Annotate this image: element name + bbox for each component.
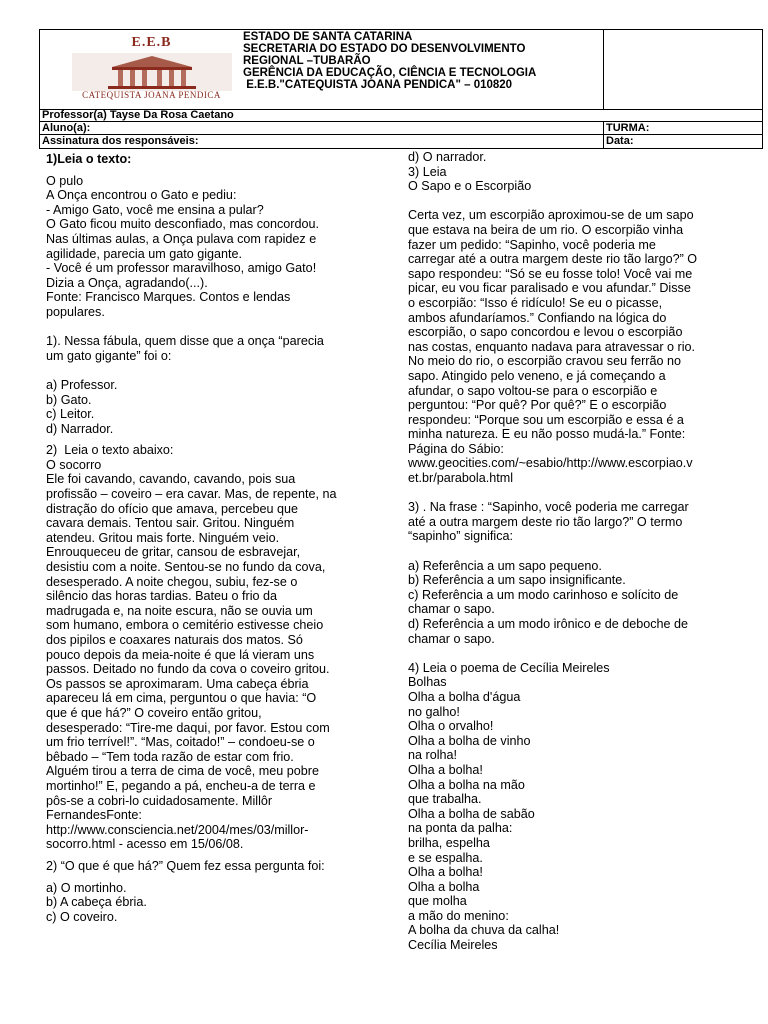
class-label: TURMA: <box>606 122 650 134</box>
teacher-label: Professor(a) Tayse Da Rosa Caetano <box>42 109 234 121</box>
text-line: Olha a bolha na mão <box>408 777 525 792</box>
text-line: O socorro <box>46 457 102 472</box>
text-line: Olha a bolha! <box>408 762 483 777</box>
text-line: Fonte: Francisco Marques. Contos e lendas <box>46 290 291 305</box>
text-line: bêbado – “Tem toda razão de estar com frio. <box>46 749 294 764</box>
header-top-section <box>40 30 762 110</box>
text-line: minha natureza. E eu não posso mudá-la.” Fonte: <box>408 427 686 442</box>
text-line: chamar o sapo. <box>408 631 495 646</box>
text-line: mortinho!” E, pegando a pá, encheu-a de terra e <box>46 778 316 793</box>
text-line: “sapinho” significa: <box>408 529 513 544</box>
institution-line: E.E.B."CATEQUISTA JOANA PENDICA" – 010820 <box>243 79 513 91</box>
text-line: sapo. Atingido pelo veneno, e já começando a <box>408 368 666 383</box>
institution-line: ESTADO DE SANTA CATARINA <box>243 31 413 43</box>
text-line: afundar, o sapo voltou-se para o escorpião e <box>408 383 658 398</box>
text-line: o escorpião: “Isso é ridículo! Se eu o picasse, <box>408 295 663 310</box>
text-line: desistiu com a noite. Sentou-se no fundo da cova, <box>46 560 326 575</box>
text-line: fazer um pedido: “Sapinho, você poderia me <box>408 237 656 252</box>
text-line: um gato gigante” foi o: <box>46 348 172 363</box>
school-header <box>39 29 763 149</box>
text-line: a) Referência a um sapo pequeno. <box>408 558 602 573</box>
text-line: Olha a bolha de sabão <box>408 806 535 821</box>
text-line: que estava na beira de um rio. O escorpião vinha <box>408 222 684 237</box>
text-line: Olha a bolha! <box>408 865 483 880</box>
text-line: a) Professor. <box>46 377 118 392</box>
text-line: c) O coveiro. <box>46 909 118 924</box>
text-line: Bolhas <box>408 675 447 690</box>
text-line: passos. Deitado no fundo da cova o coveiro gritou. <box>46 662 330 677</box>
text-line: Olha a bolha de vinho <box>408 733 531 748</box>
logo-abbreviation: E.E.B <box>131 35 172 50</box>
text-line: 4) Leia o poema de Cecília Meireles <box>408 660 610 675</box>
text-line: Olha o orvalho! <box>408 719 494 734</box>
text-line: pôs-se a cobri-lo cuidadosamente. Millôr <box>46 793 273 808</box>
text-line: que trabalha. <box>408 792 482 807</box>
signature-row <box>40 135 762 148</box>
logo-school-name: CATEQUISTA JOANA PENDICA <box>82 90 221 100</box>
text-line: atendeu. Gritou mais forte. Ninguém veio. <box>46 530 280 545</box>
text-line: et.br/parabola.html <box>408 471 514 486</box>
text-line: socorro.html - acesso em 15/06/08. <box>46 837 244 852</box>
text-line: http://www.consciencia.net/2004/mes/03/millor- <box>46 822 309 837</box>
text-line: e se espalha. <box>408 850 483 865</box>
text-line: distração do ofício que amava, percebeu que <box>46 501 299 516</box>
text-line: a mão do menino: <box>408 908 509 923</box>
text-line: picar, eu vou ficar paralisado e vou afundar.” Disse <box>408 281 691 296</box>
text-line: populares. <box>46 304 105 319</box>
text-line: www.geocities.com/~esabio/http://www.escorpiao.v <box>408 456 693 471</box>
text-line: 3) . Na frase : “Sapinho, você poderia me carregar <box>408 500 689 515</box>
text-line: ambos afundaríamos.” Confiando na lógica do <box>408 310 667 325</box>
student-row <box>40 122 762 135</box>
text-line: Página do Sábio: <box>408 441 504 456</box>
text-line: respondeu: “Porque sou um escorpião e essa é a <box>408 412 684 427</box>
left-column <box>46 152 376 924</box>
text-line: escorpião, o sapo concordou e levou o escorpião <box>408 325 683 340</box>
text-line: perguntou: “Por quê? Por quê?” E o escorpião <box>408 398 667 413</box>
text-line: O Gato ficou muito desconfiado, mas concordou. <box>46 217 320 232</box>
text-line: agilidade, parecia um gato gigante. <box>46 246 243 261</box>
text-line: d) O narrador. <box>408 150 487 164</box>
teacher-row <box>40 109 762 122</box>
student-label: Aluno(a): <box>42 122 91 134</box>
text-line: Enrouqueceu de gritar, cansou de esbravejar, <box>46 545 301 560</box>
text-line: nas costas, enquanto nadava para atravessar o rio. <box>408 339 696 354</box>
text-line: 1)Leia o texto: <box>46 152 132 166</box>
text-line: chamar o sapo. <box>408 602 495 617</box>
text-line: 2) “O que é que há?” Quem fez essa pergunta foi: <box>46 858 325 873</box>
right-column <box>408 150 718 953</box>
text-line: desesperado. A noite chegou, subiu, fez-se o <box>46 574 298 589</box>
school-logo <box>66 33 237 105</box>
text-line: cavara demais. Tentou sair. Gritou. Ninguém <box>46 516 295 531</box>
text-line: Alguém tirou a terra de cima de você, meu pobre <box>46 764 320 779</box>
text-line: A bolha da chuva da calha! <box>408 923 560 938</box>
text-line: Nas últimas aulas, a Onça pulava com rapidez e <box>46 231 317 246</box>
text-line: que molha <box>408 894 467 909</box>
text-line: Olha a bolha d'água <box>408 689 521 704</box>
text-line: um frio terrível!”. “Mas, coitado!” – condoeu-se o <box>46 735 315 750</box>
text-line: - Amigo Gato, você me ensina a pular? <box>46 202 264 217</box>
text-line: O Sapo e o Escorpião <box>408 179 532 194</box>
text-line: Olha a bolha <box>408 879 480 894</box>
text-line: Certa vez, um escorpião aproximou-se de um sapo <box>408 208 694 223</box>
text-line: carregar até a outra margem deste rio tão largo?” O <box>408 252 698 267</box>
text-line: c) Referência a um modo carinhoso e solícito de <box>408 587 679 602</box>
text-line: 2) Leia o texto abaixo: <box>46 443 174 458</box>
text-line: Ele foi cavando, cavando, cavando, pois sua <box>46 472 296 487</box>
school-building-icon <box>66 53 237 91</box>
text-line: na rolha! <box>408 748 458 763</box>
text-line: desesperado: “Tire-me daqui, por favor. Estou com <box>46 720 330 735</box>
text-line: no galho! <box>408 704 460 719</box>
text-line: a) O mortinho. <box>46 880 127 895</box>
text-line: b) Gato. <box>46 392 92 407</box>
text-line: FernandesFonte: <box>46 808 142 823</box>
text-line: profissão – coveiro – era cavar. Mas, de repente, na <box>46 487 337 502</box>
text-line: d) Referência a um modo irônico e de deboche de <box>408 617 689 631</box>
text-line: Os passos se aproximaram. Uma cabeça ébria <box>46 676 309 691</box>
text-line: que é que há?” O coveiro então gritou, <box>46 705 262 720</box>
text-line: 1). Nessa fábula, quem disse que a onça “parecia <box>46 334 324 349</box>
signature-label: Assinatura dos responsáveis: <box>42 135 199 147</box>
institution-line: REGIONAL –TUBARÃO <box>243 55 371 67</box>
institution-line: SECRETARIA DO ESTADO DO DESENVOLVIMENTO <box>243 43 526 55</box>
text-line: apareceu lá em cima, perguntou o que havia: “O <box>46 691 317 706</box>
institution-line: GERÊNCIA DA EDUCAÇÃO, CIÊNCIA E TECNOLOGIA <box>243 67 537 79</box>
institution-heading <box>243 31 536 91</box>
text-line: b) A cabeça ébria. <box>46 895 147 910</box>
text-line: b) Referência a um sapo insignificante. <box>408 573 626 588</box>
date-label: Data: <box>606 135 634 147</box>
text-line: na ponta da palha: <box>408 821 513 836</box>
text-line: brilha, espelha <box>408 835 490 850</box>
text-line: 3) Leia <box>408 164 447 179</box>
text-line: No meio do rio, o escorpião cravou seu ferrão no <box>408 354 682 369</box>
text-line: - Você é um professor maravilhoso, amigo Gato! <box>46 261 317 276</box>
text-line: Dizia a Onça, agradando(...). <box>46 275 208 290</box>
text-line: até a outra margem deste rio tão largo?” O termo <box>408 514 683 529</box>
header-empty-box <box>603 30 763 109</box>
text-line: A Onça encontrou o Gato e pediu: <box>46 188 237 203</box>
text-line: d) Narrador. <box>46 421 114 436</box>
text-line: c) Leitor. <box>46 407 95 422</box>
text-line: silêncio das horas tardias. Bateu o frio da <box>46 589 278 604</box>
text-line: pouco depois da meia-noite é que lá vieram uns <box>46 647 315 662</box>
text-line: Cecília Meireles <box>408 938 498 953</box>
text-line: madrugada e, na noite escura, não se ouvia um <box>46 603 313 618</box>
text-line: som humano, embora o cemitério estivesse cheio <box>46 618 324 633</box>
text-line: sapo respondeu: “Só se eu fosse tolo! Você vai me <box>408 266 693 281</box>
text-line: dos pipilos e coaxares naturais dos matos. Só <box>46 633 303 647</box>
text-line: O pulo <box>46 173 84 188</box>
